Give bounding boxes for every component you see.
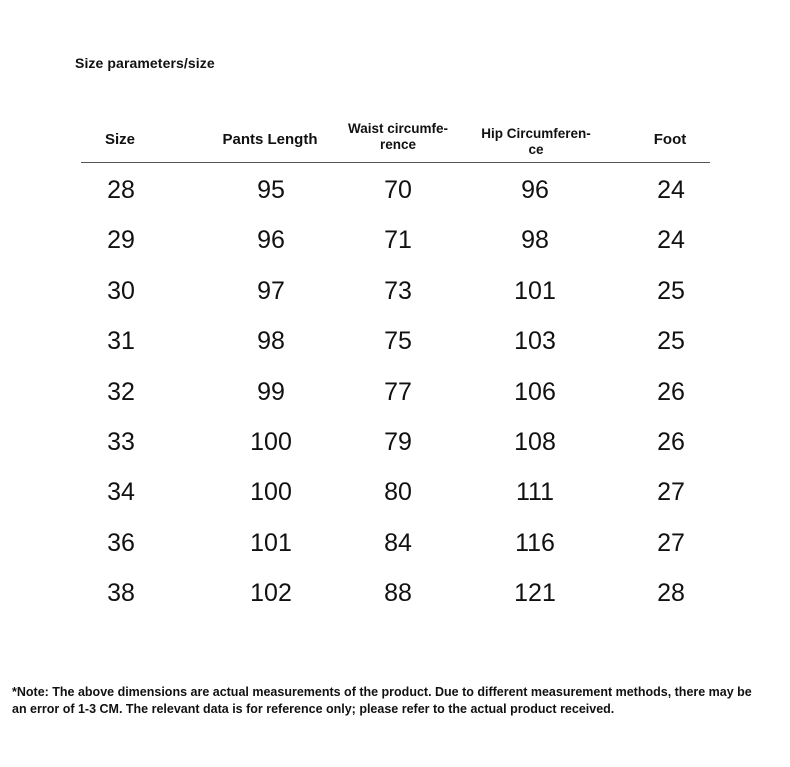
table-cell: 27 bbox=[657, 528, 685, 557]
table-cell: 26 bbox=[657, 377, 685, 406]
table-cell: 103 bbox=[514, 327, 556, 356]
table-cell: 71 bbox=[384, 226, 412, 255]
table-cell: 36 bbox=[107, 528, 135, 557]
footnote-line-1: *Note: The above dimensions are actual measurements of the product. Due to different measurement methods, there may be bbox=[12, 685, 752, 699]
table-cell: 116 bbox=[515, 528, 555, 557]
table-cell: 96 bbox=[521, 176, 549, 204]
header-waist-line2: rence bbox=[379, 137, 417, 152]
table-cell: 95 bbox=[257, 176, 285, 204]
table-cell: 75 bbox=[384, 327, 412, 356]
table-row bbox=[0, 175, 790, 205]
table-cell: 108 bbox=[514, 428, 556, 456]
table-cell: 84 bbox=[384, 528, 412, 557]
header-pants-length bbox=[205, 131, 335, 148]
table-row bbox=[0, 225, 790, 255]
footnote-line-2: an error of 1-3 CM. The relevant data is for reference only; please refer to the actual product received. bbox=[12, 702, 615, 716]
table-cell: 24 bbox=[657, 226, 685, 255]
page-title: Size parameters/size bbox=[75, 55, 215, 71]
table-cell: 97 bbox=[257, 276, 285, 305]
header-divider bbox=[81, 162, 710, 163]
table-cell: 121 bbox=[514, 579, 556, 608]
table-cell: 31 bbox=[107, 327, 135, 356]
header-pants-length-label: Pants Length bbox=[222, 131, 318, 148]
header-size-label: Size bbox=[104, 131, 135, 148]
table-cell: 111 bbox=[515, 478, 554, 507]
table-cell: 38 bbox=[107, 579, 135, 608]
header-size bbox=[90, 131, 150, 148]
table-cell: 100 bbox=[250, 428, 292, 456]
table-cell: 28 bbox=[107, 176, 135, 204]
header-foot bbox=[635, 131, 705, 148]
table-cell: 100 bbox=[250, 478, 292, 507]
table-cell: 79 bbox=[384, 428, 412, 456]
table-cell: 30 bbox=[107, 276, 135, 305]
table-cell: 106 bbox=[514, 377, 556, 406]
table-row bbox=[0, 377, 790, 407]
header-foot-label: Foot bbox=[653, 131, 687, 148]
table-cell: 34 bbox=[107, 478, 135, 507]
table-row bbox=[0, 477, 790, 507]
table-row bbox=[0, 276, 790, 306]
table-cell: 98 bbox=[257, 327, 285, 356]
header-waist-line1: Waist circumfe- bbox=[347, 121, 449, 136]
table-cell: 33 bbox=[107, 428, 135, 456]
header-hip bbox=[465, 126, 607, 158]
header-hip-line2: ce bbox=[528, 142, 544, 157]
table-row bbox=[0, 528, 790, 558]
table-row bbox=[0, 326, 790, 356]
table-cell: 29 bbox=[107, 226, 135, 255]
table-cell: 102 bbox=[250, 579, 292, 608]
table-cell: 96 bbox=[257, 226, 285, 255]
table-cell: 80 bbox=[384, 478, 412, 507]
table-cell: 25 bbox=[657, 327, 685, 356]
table-row bbox=[0, 578, 790, 608]
table-cell: 88 bbox=[384, 579, 412, 608]
footnote bbox=[12, 684, 787, 718]
table-cell: 70 bbox=[384, 176, 412, 204]
table-cell: 27 bbox=[657, 478, 685, 507]
header-hip-line1: Hip Circumferen- bbox=[481, 126, 591, 141]
table-cell: 101 bbox=[250, 528, 292, 557]
table-cell: 73 bbox=[384, 276, 412, 305]
table-cell: 101 bbox=[514, 276, 556, 305]
table-cell: 28 bbox=[657, 579, 685, 608]
table-cell: 32 bbox=[107, 377, 135, 406]
table-row bbox=[0, 427, 790, 457]
header-waist bbox=[330, 121, 466, 153]
table-cell: 98 bbox=[521, 226, 549, 255]
table-cell: 24 bbox=[657, 176, 685, 204]
table-cell: 26 bbox=[657, 428, 685, 456]
table-cell: 99 bbox=[257, 377, 285, 406]
table-cell: 25 bbox=[657, 276, 685, 305]
table-cell: 77 bbox=[384, 377, 412, 406]
